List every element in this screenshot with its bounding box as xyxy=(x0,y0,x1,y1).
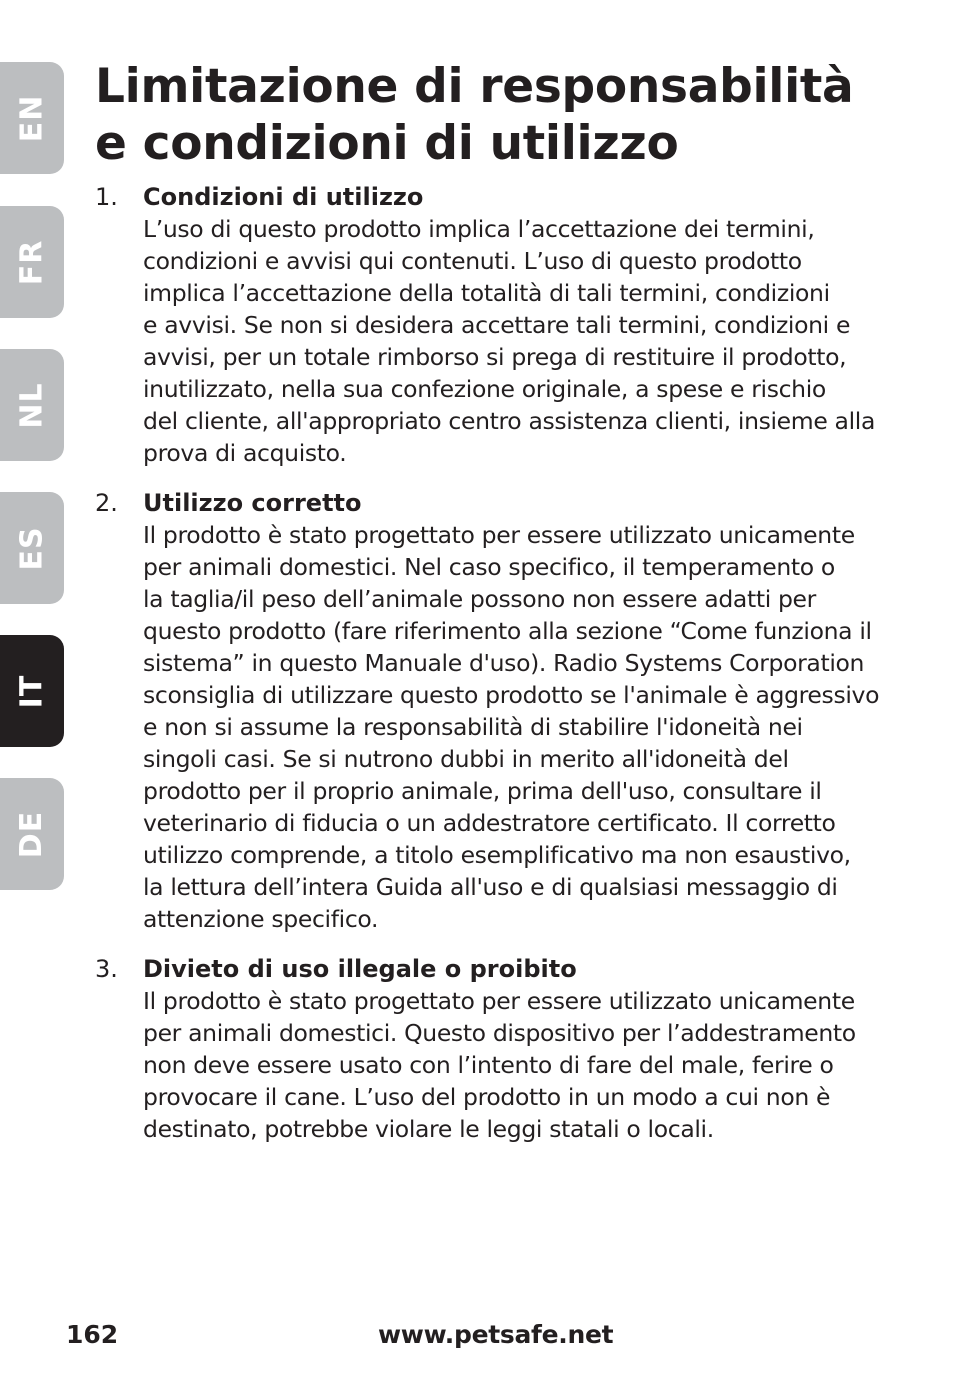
body-line: avvisi, per un totale rimborso si prega di restituire il prodotto, xyxy=(143,343,847,371)
tab-de-label: DE xyxy=(14,810,50,858)
page-title-line-1: Limitazione di responsabilità xyxy=(95,59,854,114)
tab-en-label: EN xyxy=(14,94,50,142)
section-body xyxy=(143,985,925,1145)
body-line: Il prodotto è stato progettato per essere utilizzato unicamente xyxy=(143,521,855,549)
body-line: prodotto per il proprio animale, prima dell'uso, consultare il xyxy=(143,777,822,805)
page-number: 162 xyxy=(66,1320,119,1349)
body-line: la taglia/il peso dell’animale possono non essere adatti per xyxy=(143,585,816,613)
tab-es-label: ES xyxy=(14,525,50,571)
section-number: 2. xyxy=(95,489,118,517)
body-line: condizioni e avvisi qui contenuti. L’uso di questo prodotto xyxy=(143,247,802,275)
body-line: e avvisi. Se non si desidera accettare tali termini, condizioni e xyxy=(143,311,851,339)
page-title xyxy=(95,58,915,172)
section-heading: Condizioni di utilizzo xyxy=(143,183,424,211)
section-body xyxy=(143,213,925,469)
body-line: utilizzo comprende, a titolo esemplificativo ma non esaustivo, xyxy=(143,841,851,869)
body-line: per animali domestici. Questo dispositivo per l’addestramento xyxy=(143,1019,856,1047)
tab-en[interactable] xyxy=(0,62,64,174)
body-line: non deve essere usato con l’intento di fare del male, ferire o xyxy=(143,1051,834,1079)
tab-it-label: IT xyxy=(14,674,50,708)
tab-es[interactable] xyxy=(0,492,64,604)
body-line: questo prodotto (fare riferimento alla sezione “Come funziona il xyxy=(143,617,872,645)
section-heading: Divieto di uso illegale o proibito xyxy=(143,955,577,983)
tab-fr[interactable] xyxy=(0,206,64,318)
tab-it[interactable] xyxy=(0,635,64,747)
body-line: destinato, potrebbe violare le leggi statali o locali. xyxy=(143,1115,714,1143)
footer-url[interactable]: www.petsafe.net xyxy=(378,1320,614,1349)
body-line: veterinario di fiducia o un addestratore certificato. Il corretto xyxy=(143,809,836,837)
body-line: singoli casi. Se si nutrono dubbi in merito all'idoneità del xyxy=(143,745,789,773)
body-line: sconsiglia di utilizzare questo prodotto se l'animale è aggressivo xyxy=(143,681,880,709)
section-number: 3. xyxy=(95,955,118,983)
body-line: attenzione specifico. xyxy=(143,905,379,933)
body-line: implica l’accettazione della totalità di tali termini, condizioni xyxy=(143,279,830,307)
body-line: inutilizzato, nella sua confezione originale, a spese e rischio xyxy=(143,375,826,403)
body-line: per animali domestici. Nel caso specifico, il temperamento o xyxy=(143,553,835,581)
body-line: e non si assume la responsabilità di stabilire l'idoneità nei xyxy=(143,713,803,741)
body-line: prova di acquisto. xyxy=(143,439,347,467)
section-1 xyxy=(95,181,925,469)
body-line: sistema” in questo Manuale d'uso). Radio Systems Corporation xyxy=(143,649,865,677)
tab-fr-label: FR xyxy=(14,239,50,285)
body-line: Il prodotto è stato progettato per essere utilizzato unicamente xyxy=(143,987,855,1015)
tab-nl-label: NL xyxy=(14,381,50,429)
sections-list xyxy=(95,181,925,1163)
tab-nl[interactable] xyxy=(0,349,64,461)
body-line: provocare il cane. L’uso del prodotto in un modo a cui non è xyxy=(143,1083,831,1111)
section-2 xyxy=(95,487,925,935)
body-line: L’uso di questo prodotto implica l’accettazione dei termini, xyxy=(143,215,815,243)
section-heading: Utilizzo corretto xyxy=(143,489,362,517)
section-3 xyxy=(95,953,925,1145)
section-number: 1. xyxy=(95,183,118,211)
section-body xyxy=(143,519,925,935)
tab-de[interactable] xyxy=(0,778,64,890)
body-line: la lettura dell’intera Guida all'uso e di qualsiasi messaggio di xyxy=(143,873,838,901)
body-line: del cliente, all'appropriato centro assistenza clienti, insieme alla xyxy=(143,407,876,435)
page-title-line-2: e condizioni di utilizzo xyxy=(95,116,679,171)
